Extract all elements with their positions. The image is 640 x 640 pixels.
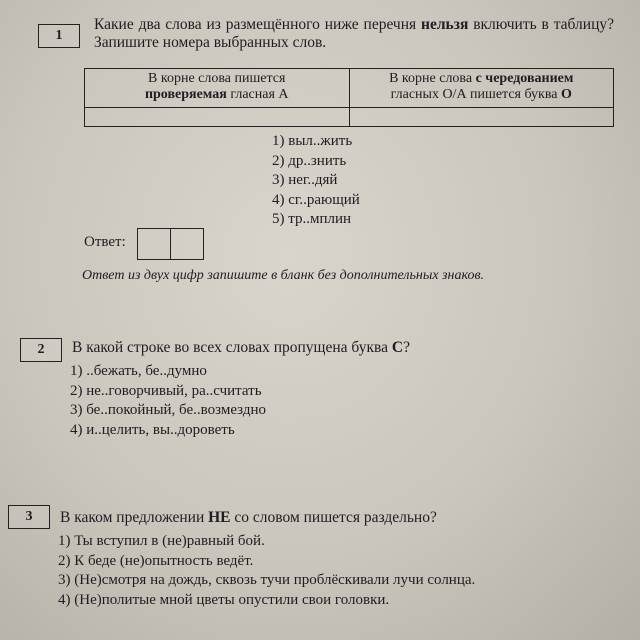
option: 1) ..бежать, бе..думно: [70, 363, 207, 379]
question-3-options: [58, 532, 475, 610]
question-2-options: [70, 362, 266, 440]
option: 3) бе..покойный, бе..возмездно: [70, 402, 266, 418]
option: 4) сг..рающий: [272, 191, 360, 208]
col2-line1-bold: с чередованием: [475, 71, 574, 86]
option: 4) и..целить, вы..дороветь: [70, 421, 235, 438]
option: 5) тр..мплин: [272, 211, 352, 227]
option: 2) др..знить: [272, 152, 347, 169]
question-3-text-bold: НЕ: [208, 509, 231, 526]
answer-label: Ответ:: [84, 234, 126, 250]
option: 2) не..говорчивый, ра..считать: [70, 382, 262, 399]
option: 1) выл..жить: [272, 133, 353, 149]
question-1-table: [84, 68, 614, 127]
col2-letter: О: [561, 87, 572, 102]
question-2-letter: С: [391, 339, 404, 356]
col1-line2: [89, 87, 345, 103]
table-empty-row: [85, 108, 614, 127]
question-1-text: [94, 16, 614, 52]
question-1-number: 1: [38, 24, 80, 48]
col2-line2: [354, 87, 610, 103]
option: 1) Ты вступил в (не)равный бой.: [58, 533, 265, 549]
answer-box-1[interactable]: [137, 228, 171, 260]
question-1-text-part1: Какие два слова из размещённого ниже перечня: [94, 16, 422, 33]
table-header-col1: [85, 69, 350, 108]
question-3-number: 3: [8, 505, 50, 529]
option: 3) нег..дяй: [272, 172, 338, 188]
col2-line2-text: гласных О/А пишется буква: [390, 87, 561, 102]
table-cell-empty-1[interactable]: [85, 108, 350, 127]
answer-hint: Ответ из двух цифр запишите в бланк без дополнительных знаков.: [82, 268, 485, 283]
question-3-text-b: со словом пишется раздельно?: [230, 509, 437, 526]
question-2-number: 2: [20, 338, 62, 362]
table-header-col2: [349, 69, 614, 108]
col2-line1: [354, 71, 610, 87]
question-2-text-main: В какой строке во всех словах пропущена буква: [72, 339, 392, 356]
question-3-text: [60, 509, 437, 527]
question-2-text: [72, 339, 410, 357]
question-1-text-bold: нельзя: [421, 16, 469, 33]
table-header-row: [85, 69, 614, 108]
option: 3) (Не)смотря на дождь, сквозь тучи проблёскивали лучи солнца.: [58, 572, 476, 588]
question-1-options: [272, 132, 360, 230]
question-3-text-a: В каком предложении: [60, 509, 209, 526]
option: 4) (Не)политые мной цветы опустили свои головки.: [58, 591, 390, 608]
col1-bold: проверяемая: [144, 87, 227, 102]
question-1-text-part2: включить в таблицу? Запишите номера выбранных слов.: [94, 16, 615, 51]
col2-line1a: В корне слова: [389, 71, 476, 86]
option: 2) К беде (не)опытность ведёт.: [58, 552, 254, 569]
answer-box-2[interactable]: [170, 228, 204, 260]
table-cell-empty-2[interactable]: [349, 108, 614, 127]
col1-rest: гласная А: [226, 87, 289, 102]
question-2-text-end: ?: [403, 339, 410, 356]
col1-line1: В корне слова пишется: [148, 71, 286, 86]
